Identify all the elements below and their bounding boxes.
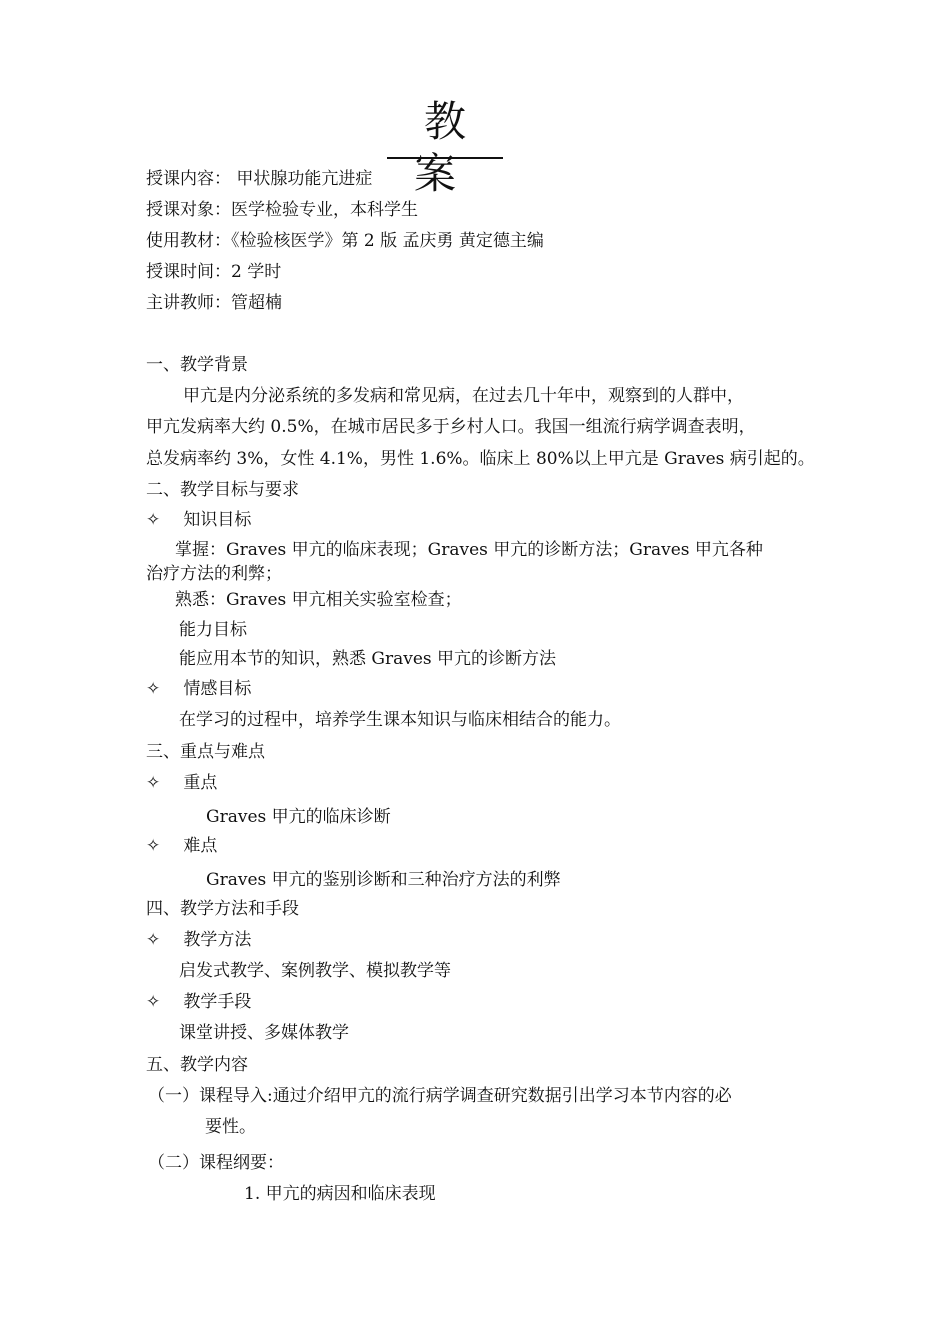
diamond-bullet-icon: ✧ — [146, 773, 161, 793]
diamond-bullet-icon: ✧ — [146, 679, 161, 699]
diamond-bullet-icon: ✧ — [146, 992, 161, 1012]
means-item — [146, 991, 251, 1013]
document-title: 教 案 — [413, 97, 486, 198]
course-intro-line-2: 要性。 — [205, 1117, 256, 1137]
title-underline — [387, 157, 503, 159]
section-4-heading: 四、教学方法和手段 — [146, 899, 299, 919]
knowledge-goal-label: 知识目标 — [183, 510, 252, 530]
ability-goal-label: 能力目标 — [179, 620, 247, 640]
diamond-bullet-icon: ✧ — [146, 930, 161, 950]
ability-goal-text: 能应用本节的知识，熟悉 Graves 甲亢的诊断方法 — [179, 649, 557, 669]
emotion-goal-item — [146, 678, 251, 700]
familiar-line: 熟悉：Graves 甲亢相关实验室检查； — [175, 590, 462, 610]
section-5-heading: 五、教学内容 — [146, 1055, 248, 1075]
info-textbook: 使用教材：《检验核医学》第 2 版 孟庆勇 黄定德主编 — [146, 231, 544, 251]
key-point-item — [146, 772, 217, 794]
background-paragraph-line-2: 甲亢发病率大约 0.5%，在城市居民多于乡村人口。我国一组流行病学调查表明， — [146, 417, 756, 437]
diamond-bullet-icon: ✧ — [146, 510, 161, 530]
section-3-heading: 三、重点与难点 — [146, 742, 265, 762]
method-label: 教学方法 — [183, 930, 252, 950]
section-2-heading: 二、教学目标与要求 — [146, 480, 299, 500]
background-paragraph-line-1: 甲亢是内分泌系统的多发病和常见病，在过去几十年中，观察到的人群中， — [183, 386, 744, 406]
info-audience: 授课对象：医学检验专业，本科学生 — [146, 200, 418, 220]
info-content: 授课内容： 甲状腺功能亢进症 — [146, 169, 373, 189]
course-intro-line-1: （一）课程导入:通过介绍甲亢的流行病学调查研究数据引出学习本节内容的必 — [148, 1086, 732, 1106]
course-outline-heading: （二）课程纲要： — [148, 1153, 284, 1173]
info-teacher: 主讲教师：管超楠 — [146, 293, 282, 313]
key-point-label: 重点 — [183, 773, 218, 793]
master-line-1: 掌握：Graves 甲亢的临床表现；Graves 甲亢的诊断方法；Graves 甲亢各种 — [175, 540, 763, 560]
background-paragraph-line-3: 总发病率约 3%，女性 4.1%，男性 1.6%。临床上 80%以上甲亢是 Graves 病引起的。 — [146, 449, 815, 469]
master-line-2: 治疗方法的利弊； — [146, 564, 282, 584]
emotion-goal-label: 情感目标 — [183, 679, 252, 699]
method-item — [146, 929, 251, 951]
difficult-point-label: 难点 — [183, 836, 218, 856]
course-outline-item-1: 1. 甲亢的病因和临床表现 — [244, 1184, 436, 1204]
means-text: 课堂讲授、多媒体教学 — [179, 1023, 349, 1043]
section-1-heading: 一、教学背景 — [146, 355, 248, 375]
info-time: 授课时间：2 学时 — [146, 262, 282, 282]
difficult-point-text: Graves 甲亢的鉴别诊断和三种治疗方法的利弊 — [206, 870, 561, 890]
knowledge-goal-item — [146, 509, 251, 531]
method-text: 启发式教学、案例教学、模拟教学等 — [179, 961, 451, 981]
diamond-bullet-icon: ✧ — [146, 836, 161, 856]
means-label: 教学手段 — [183, 992, 252, 1012]
key-point-text: Graves 甲亢的临床诊断 — [206, 807, 391, 827]
emotion-goal-text: 在学习的过程中，培养学生课本知识与临床相结合的能力。 — [179, 710, 621, 730]
difficult-point-item — [146, 835, 217, 857]
